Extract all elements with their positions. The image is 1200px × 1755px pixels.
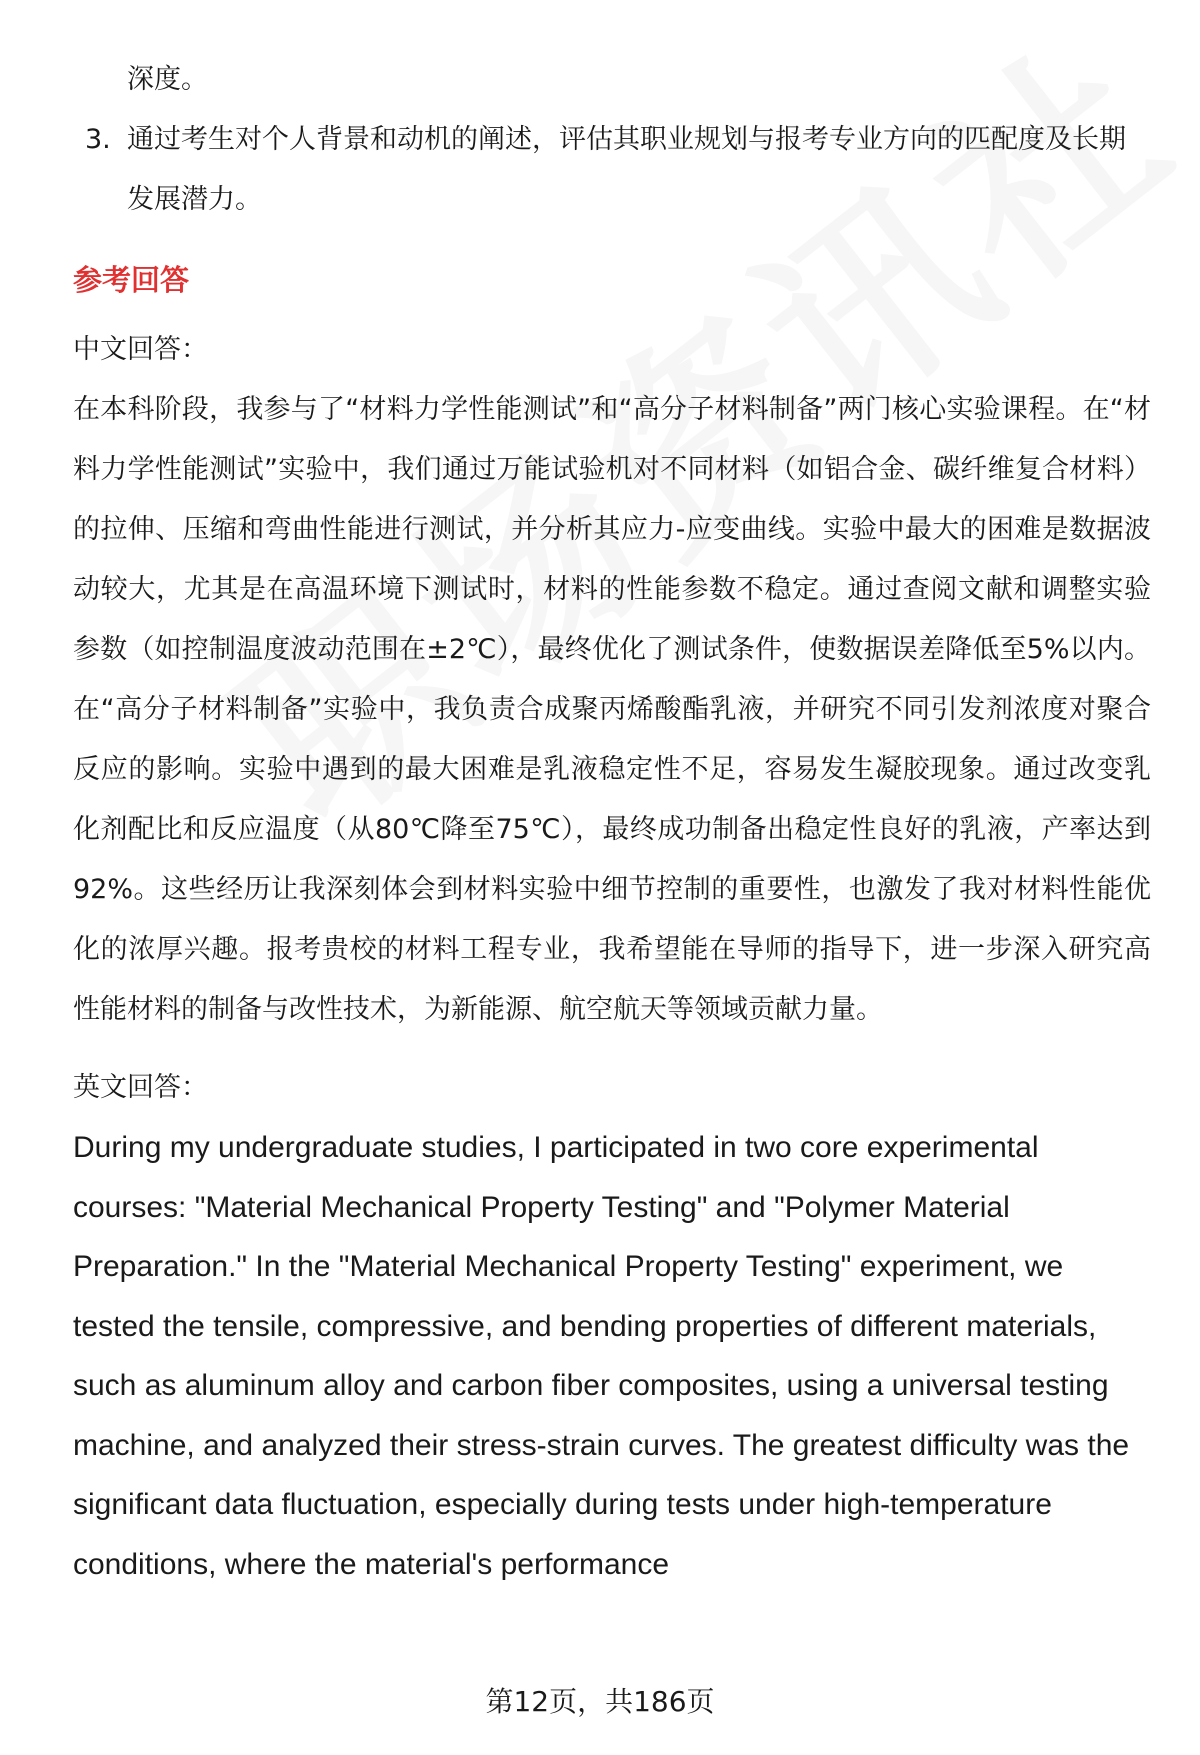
list-text: 通过考生对个人背景和动机的阐述，评估其职业规划与报考专业方向的匹配度及长期发展潜力。 <box>127 124 1126 215</box>
english-answer-label: 英文回答： <box>73 1072 208 1103</box>
chinese-answer-label: 中文回答： <box>73 334 208 365</box>
list-number: 3. <box>85 124 111 155</box>
chinese-answer-paragraph: 在本科阶段，我参与了“材料力学性能测试”和“高分子材料制备”两门核心实验课程。在“材料力学性能测试”实验中，我们通过万能试验机对不同材料（如铝合金、碳纤维复合材料）的拉伸、压缩和弯曲性能进行测试，并分析其应力-应变曲线。实验中最大的困难是数据波动较大，尤其是在高温环境下测试时，材料的性能参数不稳定。通过查阅文献和调整实验参数（如控制温度波动范围在±2℃），最终优化了测试条件，使数据误差降低至5%以内。在“高分子材料制备”实验中，我负责合成聚丙烯酸酯乳液，并研究不同引发剂浓度对聚合反应的影响。实验中遇到的最大困难是乳液稳定性不足，容易发生凝胶现象。通过改变乳化剂配比和反应温度（从80℃降至75℃），最终成功制备出稳定性良好的乳液，产率达到92%。这些经历让我深刻体会到材料实验中细节控制的重要性，也激发了我对材料性能优化的浓厚兴趣。报考贵校的材料工程专业，我希望能在导师的指导下，进一步深入研究高性能材料的制备与改性技术，为新能源、航空航天等领域贡献力量。 <box>73 394 1151 1025</box>
page-footer: 第12页，共186页 <box>485 1685 715 1718</box>
list-item <box>73 110 1153 230</box>
reference-answer-heading: 参考回答 <box>73 263 190 297</box>
english-answer-paragraph: During my undergraduate studies, I participated in two core experimental courses: "Material Mechanical Property Testing" and "Polymer Material Preparation." In the "Material Mechanical Property Testing" experiment, we tested the tensile, compressive, and bending properties of different materials, such as aluminum alloy and carbon fiber composites, using a universal testing machine, and analyzed their stress-strain curves. The greatest difficulty was the significant data fluctuation, especially during tests under high-temperature conditions, where the material's performance <box>73 1131 1130 1581</box>
page-content <box>73 50 1153 1594</box>
continuation-text: 深度。 <box>127 64 208 95</box>
